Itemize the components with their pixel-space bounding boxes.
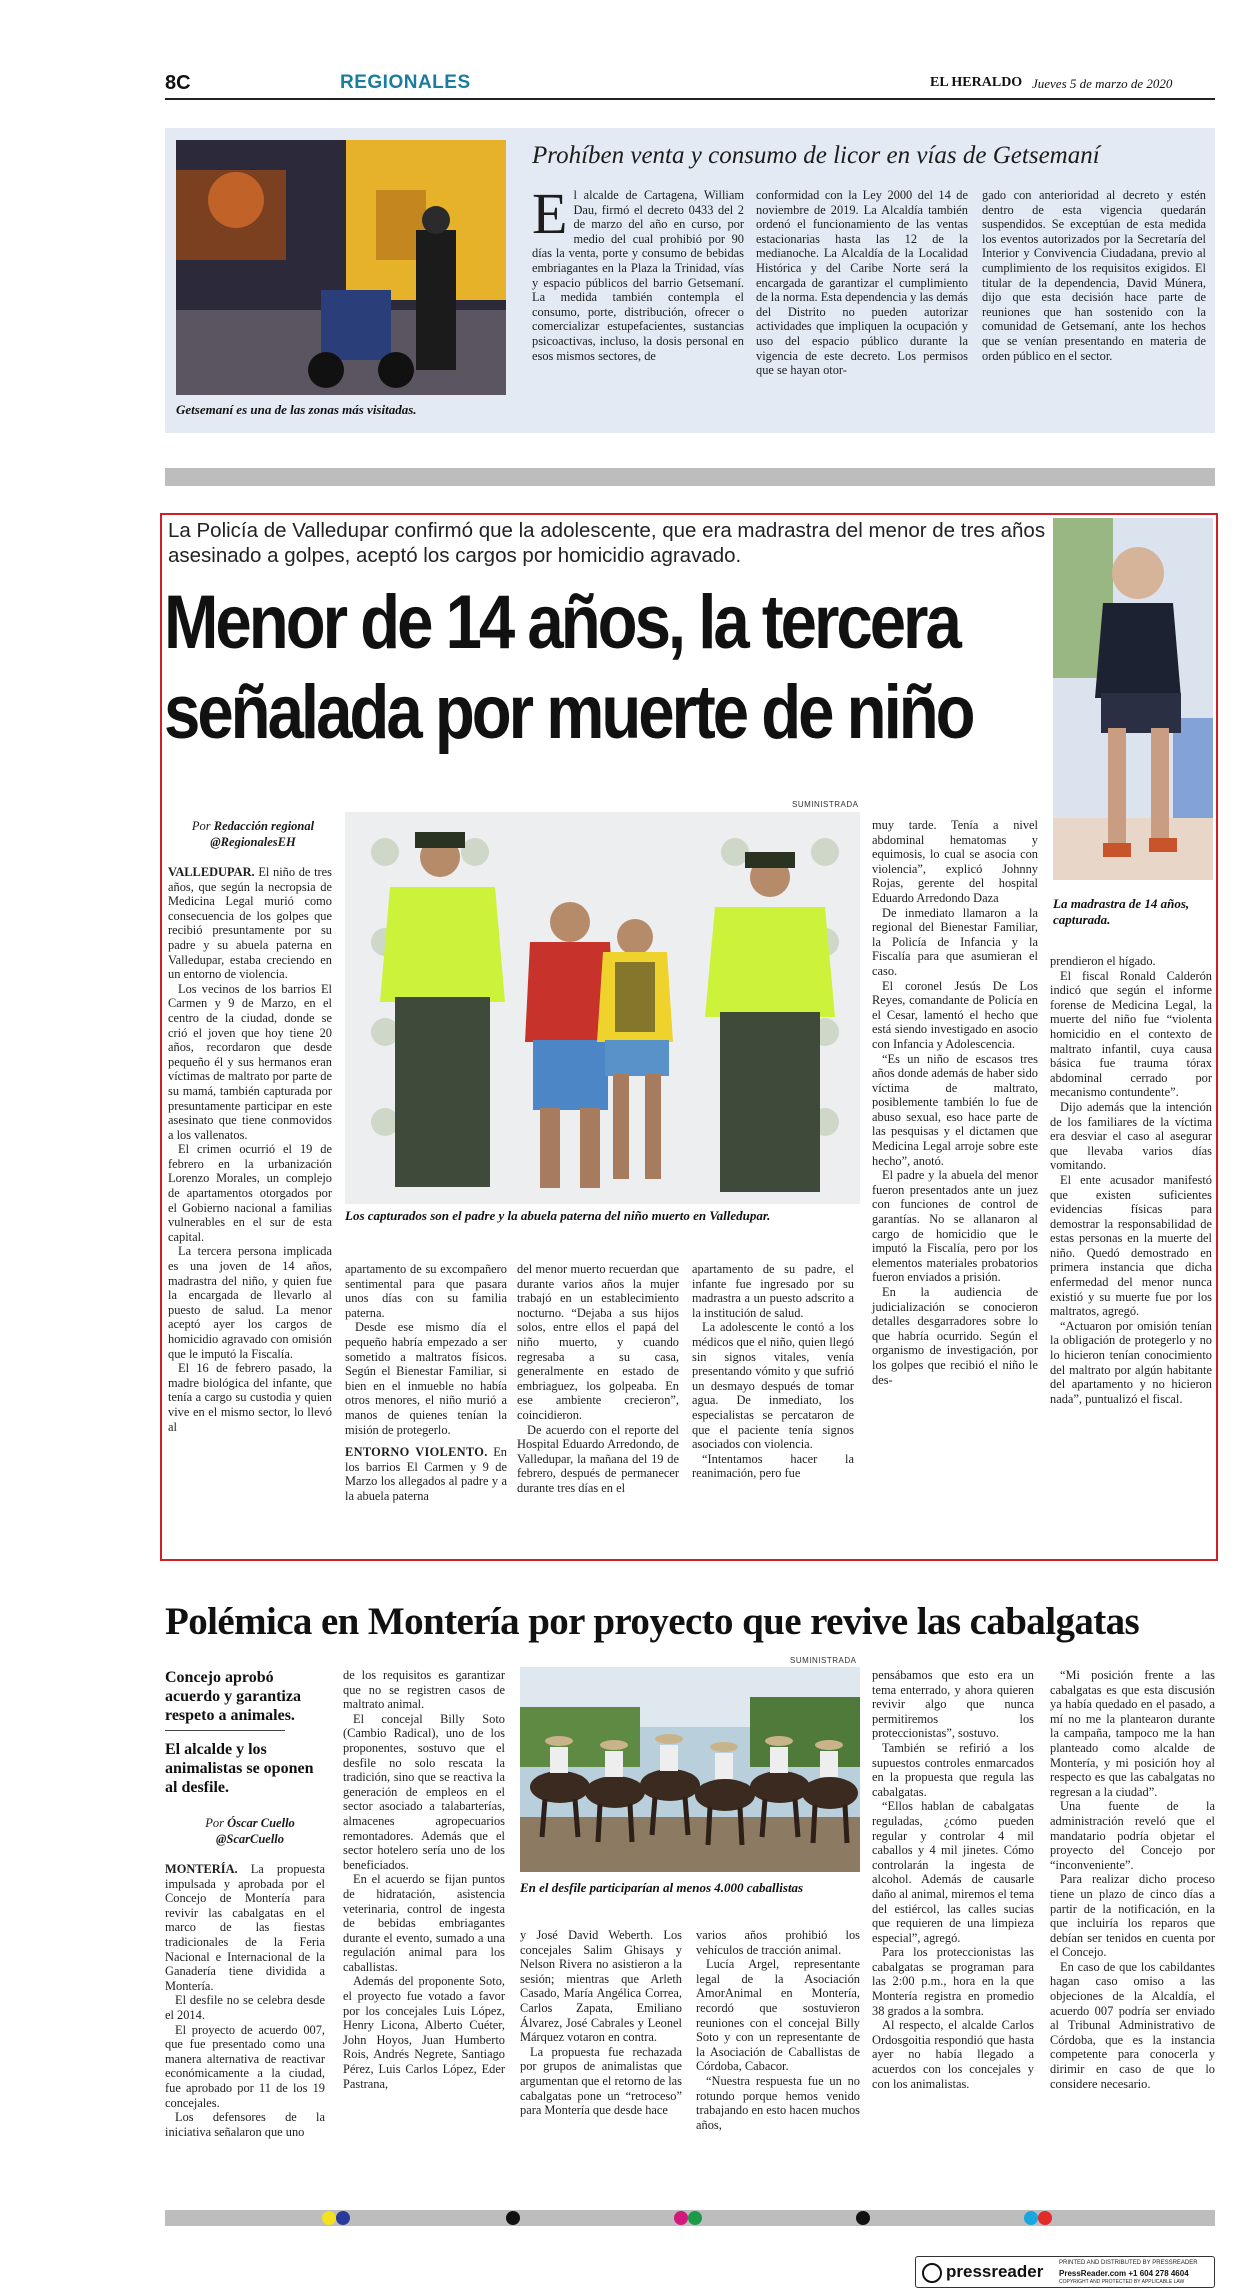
monteria-c4p3: “Nuestra respuesta fue un no rotundo porque hemos venido trabajando en esto hacen muchos años,: [696, 2073, 860, 2132]
monteria-c1p1: La propuesta impulsada y aprobada por el Concejo de Montería para revivir las cabalgatas en el marco de las fiestas tradicionales de la Feria Nacional e Internacional de la Ganadería tiene dividida a Montería.: [165, 1862, 325, 1993]
monteria-byline-prefix: Por: [205, 1816, 224, 1830]
monteria-highlight-1: Concejo aprobó acuerdo y garantiza respeto a animales.: [165, 1669, 301, 1724]
valledupar-c6p3: Dijo además que la intención de los familiares de la víctima era desviar el caso al asegurar que llevaba varios días vomitando.: [1050, 1099, 1212, 1173]
monteria-col-3: [520, 1928, 682, 2118]
valledupar-c2p3: En los barrios El Carmen y 9 de Marzo los allegados al padre y a la abuela paterna: [345, 1445, 507, 1503]
capturados-photo: [345, 812, 860, 1204]
cabalgata-caption: En el desfile participarían al menos 4.000 caballistas: [520, 1880, 804, 1895]
registration-mark-red: [1038, 2211, 1052, 2225]
valledupar-c1p3: El crimen ocurrió el 19 de febrero en la urbanización Lorenzo Morales, un complejo de apartamentos otorgados por el Gobierno nacional a familias vulnerables en el sur de esta capital.: [168, 1142, 332, 1244]
valledupar-c4p3: “Intentamos hacer la reanimación, pero fue: [692, 1451, 854, 1481]
monteria-c2p1: de los requisitos es garantizar que no se registren casos de maltrato animal.: [343, 1668, 505, 1712]
monteria-c5p4: Para los proteccionistas las cabalgatas se programan para las 2:00 p.m., hora en la que Montería registra en promedio 38 grados a la sombra.: [872, 1945, 1034, 2018]
madrastra-photo: [1053, 518, 1213, 880]
monteria-c4p1: varios años prohibió los vehículos de tracción animal.: [696, 1928, 860, 1957]
getsemani-caption: Getsemaní es una de las zonas más visitadas.: [176, 402, 417, 417]
getsemani-col-3: [982, 188, 1206, 363]
registration-mark-black-2: [856, 2211, 870, 2225]
byline-name: Redacción regional: [213, 819, 315, 833]
valledupar-c4p2: La adolescente le contó a los médicos que el niño, quien llegó sin signos vitales, venía presentando vómito y que sufrió un desmayo después de tomar agua. De inmediato, los especialistas se percataron de que el paciente tenía signos asociados con violencia.: [692, 1320, 854, 1452]
valledupar-col-1: [168, 865, 332, 1434]
getsemani-photo: [176, 140, 506, 395]
separator-bar-1: [165, 468, 1215, 486]
header-rule: [165, 98, 1215, 100]
monteria-c6p2: Una fuente de la administración reveló que el mandatario podría objetar el proyecto del Concejo por “inconveniente”.: [1050, 1799, 1215, 1872]
monteria-dateline: MONTERÍA.: [165, 1862, 238, 1876]
monteria-headline: Polémica en Montería por proyecto que revive las cabalgatas: [165, 1600, 1140, 1643]
capturados-caption: Los capturados son el padre y la abuela paterna del niño muerto en Valledupar.: [345, 1208, 771, 1223]
monteria-c2p2: El concejal Billy Soto (Cambio Radical), uno de los proponentes, sostuvo que el desfile no solo rescata la tradición, sino que se reactiva la generación de empleos en el sector asociado a talabarterías, almacenes agropecuarios remontadores. Además que el sector hotelero sería uno de los beneficiados.: [343, 1711, 505, 1872]
monteria-byline-handle: @ScarCuello: [215, 1832, 285, 1846]
monteria-c1p4: Los defensores de la iniciativa señalaron que uno: [165, 2110, 325, 2139]
monteria-col-4: [696, 1928, 860, 2132]
getsemani-col-1: [532, 181, 744, 363]
valledupar-col-2: [345, 1262, 507, 1504]
getsemani-text-1: l alcalde de Cartagena, William Dau, firmó el decreto 0433 del 2 de marzo del año en curso, por medio del cual prohibió por 90 días la venta, porte y consumo de bebidas embriagantes en la Plaza la Trinidad, vías y espacio públicos del barrio Getsemaní. La medida también contempla el consumo, porte, distribución, ofrecer o comercializar estupefacientes, sustancias psicoactivas, incluso, la dosis personal en esos mismos sectores, de: [532, 188, 744, 363]
monteria-c2p3: En el acuerdo se fijan puntos de hidratación, asistencia veterinaria, control de ingesta de bebidas embriagantes durante el evento, sumado a una regulación animal para los caballistas.: [343, 1872, 505, 1974]
monteria-byline: [165, 1815, 335, 1847]
valledupar-c5p1: muy tarde. Tenía a nivel abdominal hematomas y equimosis, lo cual se asocia con violencia”, explicó Johnny Rojas, gerente del hospital Eduardo Arredondo Daza: [872, 818, 1038, 905]
monteria-c5p3: “Ellos hablan de cabalgatas reguladas, ¿cómo pueden regular y controlar 4 mil caballos y 4 mil jinetes. Cómo controlarán la ingesta de alcohol. Además de causarle daño al animal, miremos el tema del estiércol, las calles sucias que requieren de una limpieza especial”, agregó.: [872, 1799, 1034, 1945]
monteria-c4p2: Lucía Argel, representante legal de la Asociación AmorAnimal en Montería, recordó que sostuvieron reuniones con el concejal Billy Soto y con un representante de la Asociación de Caballistas de Córdoba, Cabacor.: [696, 1957, 860, 2074]
valledupar-c4p1: apartamento de su padre, el infante fue ingresado por su madrastra a un puesto adscrito a la institución de salud.: [692, 1262, 854, 1320]
valledupar-dateline: VALLEDUPAR.: [168, 865, 255, 879]
monteria-c1p2: El desfile no se celebra desde el 2014.: [165, 1993, 325, 2022]
pressreader-line-3: COPYRIGHT AND PROTECTED BY APPLICABLE LAW: [1059, 2279, 1185, 2285]
pressreader-footer: [915, 2256, 1215, 2288]
registration-mark-yellow: [322, 2211, 336, 2225]
valledupar-c3p1: del menor muerto recuerdan que durante varios años la mujer trabajó en un establecimiento nocturno. “Dejaba a sus hijos solos, entre ellos el papá del niño muerto, y cuando regresaba a su casa, generalmente en estado de embriaguez, los golpeaba. En ese ambiente crecieron”, coincidieron.: [517, 1262, 679, 1422]
registration-mark-blue: [336, 2211, 350, 2225]
monteria-c5p2: También se refirió a los supuestos controles enmarcados en la propuesta que regula las cabalgatas.: [872, 1740, 1034, 1799]
monteria-c6p3: Para realizar dicho proceso tiene un plazo de cinco días a partir de la notificación, en la que incluiría los reparos que debían ser tenidos en cuenta por el Concejo.: [1050, 1872, 1215, 1960]
highlight-divider: [165, 1730, 285, 1731]
pressreader-line-2: PressReader.com +1 604 278 4604: [1059, 2269, 1189, 2278]
pressreader-brand: pressreader: [946, 2262, 1044, 2281]
valledupar-c1p1: El niño de tres años, que según la necropsia de Medicina Legal murió como consecuencia de los golpes que recibió presuntamente por su padre y su abuela paterna en Valledupar, estaba creciendo en un entorno de violencia.: [168, 865, 332, 982]
valledupar-col-5: [872, 818, 1038, 1387]
valledupar-subhead: ENTORNO VIOLENTO.: [345, 1445, 488, 1460]
valledupar-col-3: [517, 1262, 679, 1496]
monteria-col-5: [872, 1668, 1034, 2091]
getsemani-dropcap: E: [532, 181, 568, 246]
monteria-c5p1: pensábamos que esto era un tema enterrado, y ahora quieren revivir algo que nunca permitiremos los proteccionistas”, sostuvo.: [872, 1668, 1034, 1741]
page-number: 8C: [165, 72, 191, 94]
registration-mark-black-1: [506, 2211, 520, 2225]
monteria-highlight-2: El alcalde y los animalistas se oponen al desfile.: [165, 1741, 314, 1796]
monteria-c6p1: “Mi posición frente a las cabalgatas es que esta discusión ya había quedado en el pasado, a mí no me la plantearon durante la campaña, tampoco me la han planteado como alcalde de Montería, y mi posición hoy al respecto es que las cabalgatas no regresan a la ciudad”.: [1050, 1668, 1215, 1799]
monteria-col-1: [165, 1862, 325, 2139]
getsemani-text-3: gado con anterioridad al decreto y estén dentro de esta vigencia quedarán suspendidos. Se exceptúan de esta medida los eventos autorizados por la Secretaría del Interior y Convivencia Ciudadana, previo al cumplimiento de los requisitos exigidos. El titular de la dependencia, David Múnera, dijo que esta decisión hace parte de reuniones que han sostenido con la comunidad de Getsemaní, ante los hechos que se venían presentando en materia de orden público en el sector.: [982, 188, 1206, 363]
newspaper-name: EL HERALDO: [930, 75, 1023, 90]
valledupar-c5p5: El padre y la abuela del menor fueron presentados ante un juez con funciones de control de garantías. No se allanaron al cargo de homicidio que le imputó la Fiscalía, pero por los elementos materiales probatorios fueron enviados a prisión.: [872, 1168, 1038, 1285]
valledupar-headline-2: señalada por muerte de niño: [164, 670, 973, 755]
valledupar-c5p3: El coronel Jesús De Los Reyes, comandante de Policía en el Cesar, lamentó el hecho que está siendo investigado en asocio con Infancia y Adolescencia.: [872, 978, 1038, 1051]
registration-mark-magenta: [674, 2211, 688, 2225]
valledupar-c6p5: “Actuaron por omisión tenían la obligación de protegerlo y no lo hicieron tenían conocimiento del maltrato por algún habitante del apartamento y no hicieron nada”, puntualizó el fiscal.: [1050, 1318, 1212, 1406]
monteria-photo-credit: SUMINISTRADA: [790, 1656, 857, 1665]
monteria-byline-name: Óscar Cuello: [227, 1816, 295, 1830]
monteria-col-2: [343, 1668, 505, 2091]
getsemani-col-2: [756, 188, 968, 378]
valledupar-c6p2: El fiscal Ronald Calderón indicó que según el informe forense de Medicina Legal, la muerte del niño fue “violenta homicidio en el contexto de maltrato infantil, cuya causa básica fue trauma tórax abdominal cerrado por mecanismo contundente”.: [1050, 968, 1212, 1100]
monteria-c2p4: Además del proponente Soto, el proyecto fue votado a favor por los concejales Luis López, Henry Licona, Alberto Cuéter, John Hoyos, Juan Humberto Rois, Andrés Negrete, Santiago Pérez, Luis Carlos López, Eder Pastrana,: [343, 1974, 505, 2091]
registration-mark-cyan: [1024, 2211, 1038, 2225]
valledupar-c1p2: Los vecinos de los barrios El Carmen y 9 de Marzo, en el centro de la ciudad, donde se crió el joven que hoy tiene 20 años, recordaron que desde pequeño él y sus hermanos eran víctimas de maltrato por parte de su mamá, también capturada por presuntamente participar en este asesinato que tiene conmovidos a los vallenatos.: [168, 981, 332, 1142]
pressreader-line-1: PRINTED AND DISTRIBUTED BY PRESSREADER: [1059, 2260, 1198, 2266]
valledupar-col-6: [1050, 954, 1212, 1406]
monteria-c3p2: La propuesta fue rechazada por grupos de animalistas que argumentan que el retorno de las cabalgatas pone un “retroceso” para Montería que desde hace: [520, 2044, 682, 2118]
valledupar-c2p1: apartamento de su excompañero sentimental para que pasara unos días con su familia paterna.: [345, 1262, 507, 1320]
valledupar-kicker: La Policía de Valledupar confirmó que la adolescente, que era madrastra del menor de tres años asesinado a golpes, aceptó los cargos por homicidio agravado.: [168, 519, 1046, 567]
valledupar-photo-credit: SUMINISTRADA: [792, 800, 859, 809]
getsemani-title: Prohíben venta y consumo de licor en vías de Getsemaní: [532, 142, 1100, 169]
getsemani-text-2: conformidad con la Ley 2000 del 14 de noviembre de 2019. La Alcaldía también ordenó el funcionamiento de las ventas estacionarias hasta las 12 de la medianoche. La Alcaldía de la Localidad Histórica y del Caribe Norte será la encargada de garantizar el cumplimiento de la norma. Esta dependencia y las demás del Distrito no pueden autorizar actividades que impliquen la ocupación y uso del espacio público durante la vigencia de este decreto. Los permisos que se hayan otor-: [756, 188, 968, 378]
issue-date: Jueves 5 de marzo de 2020: [1032, 76, 1173, 91]
valledupar-headline-1: Menor de 14 años, la tercera: [164, 580, 959, 665]
registration-mark-green: [688, 2211, 702, 2225]
valledupar-c1p5: El 16 de febrero pasado, la madre biológica del infante, que tenía a cargo su custodia y quien vive en el mismo sector, lo llevó al: [168, 1361, 332, 1434]
valledupar-c5p6: En la audiencia de judicialización se conocieron detalles desgarradores sobre lo que habría ocurrido. Según el organismo de investigación, por los golpes que recibió el niño le des-: [872, 1285, 1038, 1387]
valledupar-c1p4: La tercera persona implicada es una joven de 14 años, madrastra del niño, y quien fue la encargada de llevarlo al puesto de salud. La menor aceptó ayer los cargos de homicidio agravado con omisión que le imputó la Fiscalía.: [168, 1244, 332, 1361]
valledupar-c5p2: De inmediato llamaron a la regional del Bienestar Familiar, la Policía de Infancia y la Fiscalía para que asumieran el caso.: [872, 905, 1038, 978]
valledupar-byline: [168, 818, 338, 850]
section-label: REGIONALES: [340, 72, 471, 93]
valledupar-c2p2: Desde ese mismo día el pequeño habría empezado a ser sometido a maltratos físicos. Según el Bienestar Familiar, si bien en el inmueble no había otros menores, el niño murió a manos de quienes tenían la misión de protegerlo.: [345, 1320, 507, 1437]
byline-handle: @RegionalesEH: [210, 835, 296, 849]
monteria-col-6: [1050, 1668, 1215, 2091]
pressreader-logo-icon: [922, 2263, 942, 2283]
madrastra-caption: La madrastra de 14 años, capturada.: [1053, 896, 1190, 927]
monteria-c5p5: Al respecto, el alcalde Carlos Ordosgoitia respondió que hasta ayer no había llegado a acuerdos con los concejales y con los animalistas.: [872, 2018, 1034, 2091]
valledupar-c3p2: De acuerdo con el reporte del Hospital Eduardo Arredondo, de Valledupar, la mañana del 19 de febrero, después de permanecer durante tres días en el: [517, 1422, 679, 1495]
monteria-c6p4: En caso de que los cabildantes hagan caso omiso a las objeciones de la Alcaldía, el acuerdo 007 podría ser enviado al Tribunal Administrativo de Córdoba, que es la instancia competente para conocerla y dirimir en caso de que lo considere necesario.: [1050, 1959, 1215, 2091]
cabalgata-photo: [520, 1667, 860, 1872]
byline-prefix: Por: [191, 819, 211, 833]
valledupar-col-4: [692, 1262, 854, 1481]
monteria-c1p3: El proyecto de acuerdo 007, que fue presentado como una manera alternativa de reactivar económicamente a la ciudad, fue aprobado por 11 de los 19 concejales.: [165, 2022, 325, 2110]
monteria-c3p1: y José David Weberth. Los concejales Salim Ghisays y Nelson Rivera no asistieron a la sesión; mientras que Arleth Casado, María Angélica Correa, Carlos Zapata, Emiliano Álvarez, José Cabrales y Leonel Márquez votaron en contra.: [520, 1928, 682, 2045]
valledupar-c5p4: “Es un niño de escasos tres años donde además de haber sido víctima de maltrato, posiblemente también lo fue de abuso sexual, eso hace parte de las pesquisas y el dictamen que Medicina Legal arroje sobre este hecho”, anotó.: [872, 1051, 1038, 1168]
valledupar-c6p4: El ente acusador manifestó que existen suficientes evidencias físicas para demostrar la responsabilidad de estas personas en la muerte del niño. Quedó demostrado en primera instancia que dicha enfermedad del menor nunca existió y su muerte fue por los maltratos, agregó.: [1050, 1172, 1212, 1319]
valledupar-c6p1: prendieron el hígado.: [1050, 954, 1156, 968]
